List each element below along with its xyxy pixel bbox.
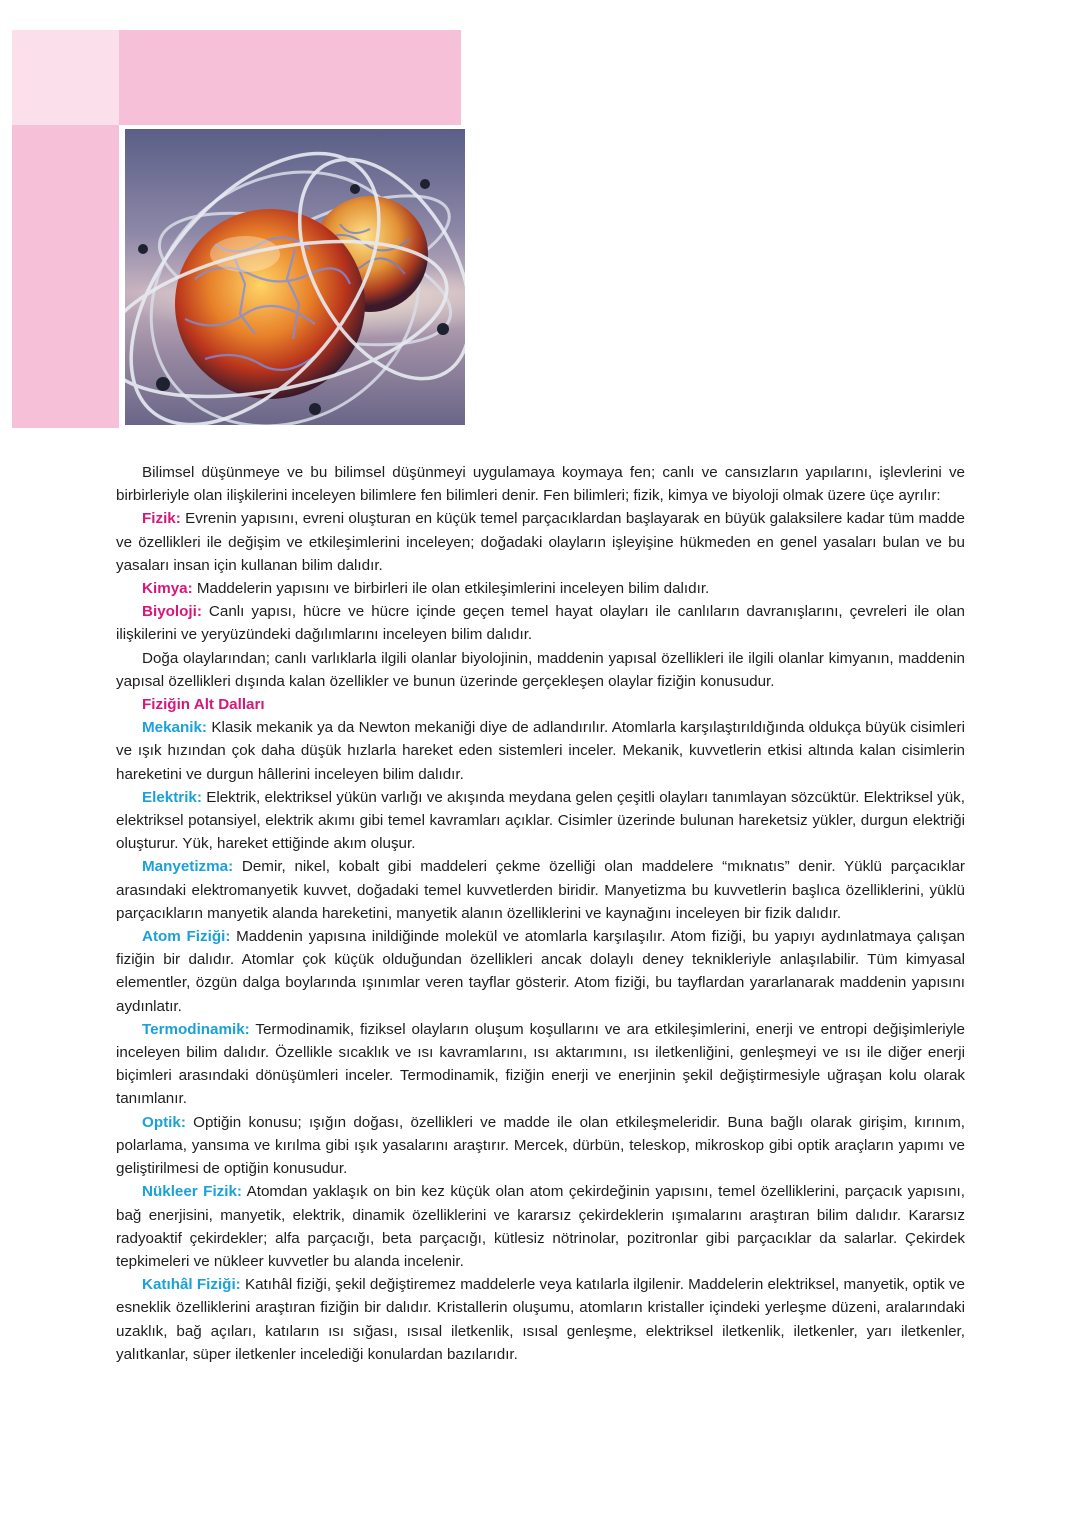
decor-pink-block — [12, 125, 119, 428]
term-definition: Termodinamik, fiziksel olayların oluşum koşullarını ve ara etkileşimlerini, enerji ve entropi değişimleriyle inceleyen bilim dalıdır. Özellikle sıcaklık ve ısı kavramlarını, ısı aktarımını, ısı iletkenliğini, genleşmeyi ve ısı ile diğer enerji biçimleri arasındaki dönüşümleri inceler. Termodinamik, fiziğin enerji ve enerjinin şekil değiştirmesiyle uğraşan kolu olarak tanımlanır. — [116, 1020, 965, 1108]
term-definition: Katıhâl fiziği, şekil değiştiremez maddelerle veya katılarla ilgilenir. Maddelerin elektriksel, manyetik, optik ve esneklik özelliklerini araştıran fiziğin bir dalıdır. Kristallerin oluşumu, atomların kristaller içindeki yerleşme düzeni, aralarındaki uzaklık, bağ açıları, katıların ısı sığası, ısısal iletkenlik, ısısal genleşme, elektriksel iletkenlik, iletkenler, yarı iletkenler, yalıtkanlar, süper iletkenler incelediği konulardan bazılarıdır. — [116, 1276, 966, 1363]
decor-pink-block — [119, 30, 461, 125]
term-definition: Maddelerin yapısını ve birbirleri ile olan etkileşimlerini inceleyen bilim dalıdır. — [192, 580, 710, 598]
term-label: Fizik: — [142, 510, 181, 528]
subfield-manyetizma — [116, 855, 965, 925]
term-label: Katıhâl Fiziği: — [142, 1276, 241, 1294]
section-heading — [116, 693, 965, 716]
term-label: Biyoloji: — [142, 603, 202, 621]
branch-fizik — [116, 507, 965, 577]
atoms-illustration — [125, 129, 465, 425]
subfield-katihal-fizigi — [116, 1273, 965, 1366]
term-label: Mekanik: — [142, 719, 207, 737]
article-body — [116, 461, 965, 1366]
term-label: Nükleer Fizik: — [142, 1183, 242, 1201]
term-label: Atom Fiziği: — [142, 928, 231, 946]
decor-pink-block — [12, 30, 119, 125]
term-definition: Klasik mekanik ya da Newton mekaniği diye de adlandırılır. Atomlarla karşılaştırıldığında oldukça büyük cisimleri ve ışık hızından çok daha düşük hızlarla hareket eden sistemleri inceler. Mekanik, kuvvetlerin etkisi altında kalan cisimlerin hareketini ve durgun hâllerini inceleyen bilim dalıdır. — [116, 719, 965, 783]
term-definition: Evrenin yapısını, evreni oluşturan en küçük temel parçacıklardan başlayarak en büyük galaksilere kadar tüm madde ve özellikleri ile değişim ve etkileşimlerini inceleyen; doğadaki olayların işleyişine hükmeden en genel yasaları bulan ve bu yasaları insan için kullanan bilim dalıdır. — [116, 510, 965, 574]
illustration-frame — [119, 125, 471, 432]
term-definition: Canlı yapısı, hücre ve hücre içinde geçen temel hayat olayları ile canlıların davranışlarını, çevreleri ile olan ilişkilerini ve yeryüzündeki dağılımlarını inceleyen bilim dalıdır. — [116, 603, 965, 644]
term-label: Elektrik: — [142, 788, 202, 806]
term-definition: Atomdan yaklaşık on bin kez küçük olan atom çekirdeğinin yapısını, temel özelliklerini, parçacık yapısını, bağ enerjisini, manyetik, elektrik, dinamik özelliklerini ve kararsız çekirdeklerin ışımalarını araştıran bilim dalıdır. Kararsız radyoaktif çekirdekler; alfa parçacığı, beta parçacığı, kütlesiz nötrinolar, pozitronlar gibi parçacıklar da salarlar. Çekirdek tepkimeleri ve nükleer kuvvetler bu alanda incelenir. — [116, 1183, 965, 1270]
intro-paragraph: Bilimsel düşünmeye ve bu bilimsel düşünmeyi uygulamaya koymaya fen; canlı ve cansızların yapılarını, işlevlerini ve birbirleriyle olan ilişkilerini inceleyen bilimlere fen bilimleri denir. Fen bilimleri; fizik, kimya ve biyoloji olmak üzere üçe ayrılır: — [116, 464, 965, 505]
subfield-optik — [116, 1111, 965, 1181]
subfield-elektrik — [116, 786, 965, 856]
summary-paragraph: Doğa olaylarından; canlı varlıklarla ilgili olanlar biyolojinin, maddenin yapısal özellikleri ile ilgili olanlar kimyanın, maddenin yapısal özellikleri dışında kalan özellikler ve bunun üzerinde gerçekleşen olaylar fiziğin konusudur. — [116, 649, 965, 690]
term-definition: Maddenin yapısına inildiğinde molekül ve atomlarla karşılaşılır. Atom fiziği, bu yapıyı aydınlatmaya çalışan fiziğin bir dalıdır. Atomlar çok küçük olduğundan özellikleri ancak dolaylı deney teknikleriyle anlaşılabilir. Tüm kimyasal elementler, özgün dalga boylarında ışınımlar veren tayflar gösterir. Atom fiziği, bu tayflardan yararlanarak maddenin yapısını aydınlatır. — [116, 928, 966, 1015]
subfield-mekanik — [116, 716, 965, 786]
term-label: Kimya: — [142, 580, 193, 598]
subfield-nukleer-fizik — [116, 1180, 965, 1273]
term-definition: Demir, nikel, kobalt gibi maddeleri çekme özelliği olan maddelere “mıknatıs” denir. Yüklü parçacıklar arasındaki elektromanyetik kuvvet, doğadaki temel kuvvetlerden biridir. Manyetizma bu kuvvetlerin başlıca özelliklerini, yüklü parçacıkların manyetik alanda hareketini, manyetik alanın özelliklerini ve kaynağını inceleyen bir fizik dalıdır. — [116, 858, 965, 922]
term-definition: Optiğin konusu; ışığın doğası, özellikleri ve madde ile olan etkileşmeleridir. Buna bağlı olarak girişim, kırınım, polarlama, yansıma ve kırılma gibi ışık yasalarını araştırır. Mercek, dürbün, teleskop, mikroskop gibi optik araçların yapımı ve geliştirilmesi de optiğin konusudur. — [116, 1113, 965, 1178]
term-label: Termodinamik: — [142, 1020, 250, 1038]
branch-kimya — [116, 577, 965, 600]
section-heading-text: Fiziğin Alt Dalları — [142, 696, 265, 714]
subfield-atom-fizigi — [116, 925, 965, 1018]
term-label: Manyetizma: — [142, 858, 234, 876]
term-label: Optik: — [142, 1113, 186, 1131]
term-definition: Elektrik, elektriksel yükün varlığı ve akışında meydana gelen çeşitli olayları tanımlayan sözcüktür. Elektriksel yük, elektriksel potansiyel, elektrik akımı gibi temel kavramları açıklar. Cisimler üzerinde bulunan hareketsiz yükler, durgun elektriği oluşturur. Yük, hareket ettiğinde akım oluşur. — [116, 788, 965, 853]
branch-biyoloji — [116, 600, 965, 646]
subfield-termodinamik — [116, 1018, 965, 1111]
